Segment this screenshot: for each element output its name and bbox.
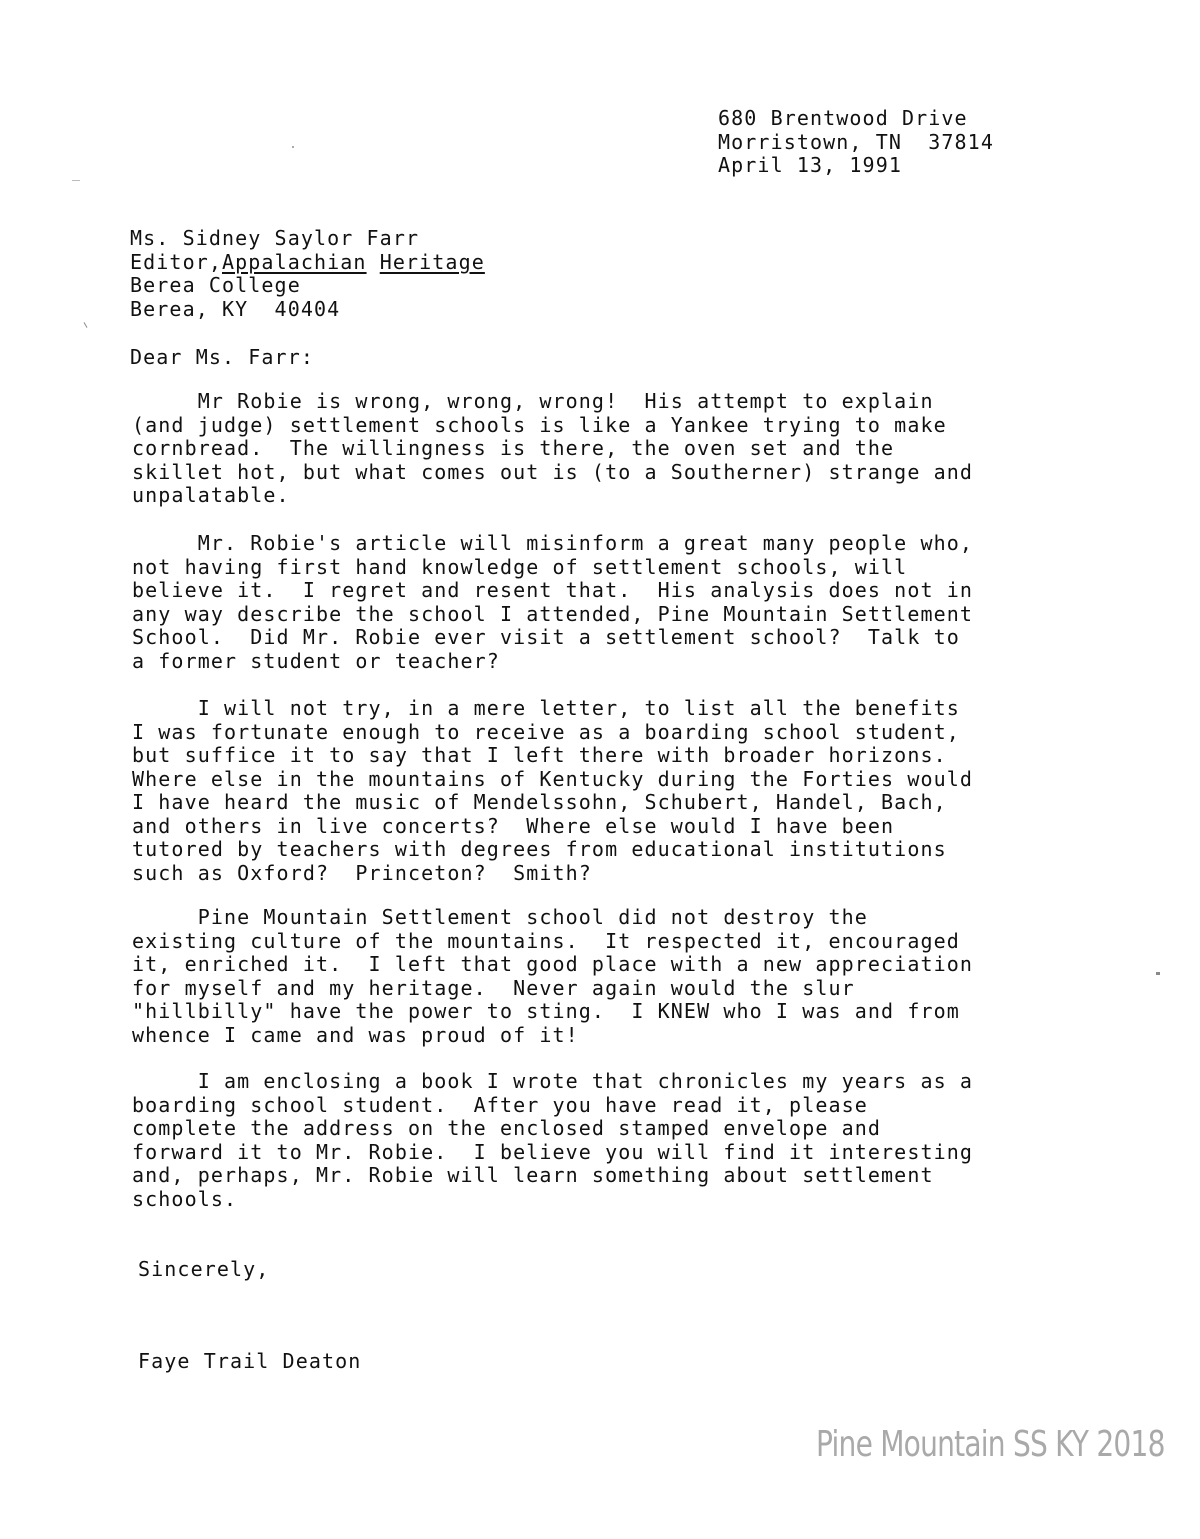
body-paragraph-5: I am enclosing a book I wrote that chronicles my years as a boarding school student. After you have read it, please complete the address on the enclosed stamped envelope and forward it to Mr. Robie. I believe you will find it interesting and, perhaps, Mr. Robie will learn something about settlement schools.	[132, 1069, 974, 1211]
closing: Sincerely,	[138, 1257, 270, 1281]
recipient-institution: Berea College	[130, 273, 301, 297]
recipient-title-prefix: Editor,	[130, 249, 222, 274]
body-paragraph-1: Mr Robie is wrong, wrong, wrong! His attempt to explain (and judge) settlement schools is like a Yankee trying to make cornbread. The willingness is there, the oven set and the skillet hot, but what comes out is (to a Southerner) strange and unpalatable.	[132, 389, 974, 507]
recipient-name: Ms. Sidney Saylor Farr	[130, 226, 420, 250]
scan-speck	[292, 146, 294, 148]
sender-city-state-zip: Morristown, TN 37814	[718, 129, 994, 154]
recipient-title	[130, 251, 485, 275]
scan-speck	[72, 180, 80, 181]
body-paragraph-4: Pine Mountain Settlement school did not destroy the existing culture of the mountains. It respected it, encouraged it, enriched it. I left that good place with a new appreciation for myself and my heritage. Never again would the slur "hillbilly" have the power to sting. I KNEW who I was and from whence I came and was proud of it!	[132, 905, 974, 1047]
letter-date: April 13, 1991	[718, 153, 902, 177]
body-paragraph-3: I will not try, in a mere letter, to list all the benefits I was fortunate enough to receive as a boarding school student, but suffice it to say that I left there with broader horizons. Where else in the mountains of Kentucky during the Forties would I have heard the music of Mendelssohn, Schubert, Handel, Bach, and others in live concerts? Where else would I have been tutored by teachers with degrees from educational institutions such as Oxford? Princeton? Smith?	[132, 696, 974, 885]
publication-name-word2: Heritage	[379, 249, 485, 274]
sender-street: 680 Brentwood Drive	[718, 106, 968, 130]
sender-address-block	[718, 107, 994, 178]
recipient-city-state-zip: Berea, KY 40404	[130, 296, 341, 321]
watermark: Pine Mountain SS KY 2018	[816, 1424, 1165, 1465]
signature-name: Faye Trail Deaton	[138, 1349, 362, 1373]
salutation: Dear Ms. Farr:	[130, 345, 314, 369]
body-paragraph-2: Mr. Robie's article will misinform a great many people who, not having first hand knowledge of settlement schools, will believe it. I regret and resent that. His analysis does not in any way describe the school I attended, Pine Mountain Settlement School. Did Mr. Robie ever visit a settlement school? Talk to a former student or teacher?	[132, 531, 974, 673]
recipient-address-block	[130, 227, 485, 321]
scan-speck	[1156, 972, 1160, 975]
scan-speck	[84, 322, 88, 328]
publication-name-word1: Appalachian	[222, 249, 367, 274]
